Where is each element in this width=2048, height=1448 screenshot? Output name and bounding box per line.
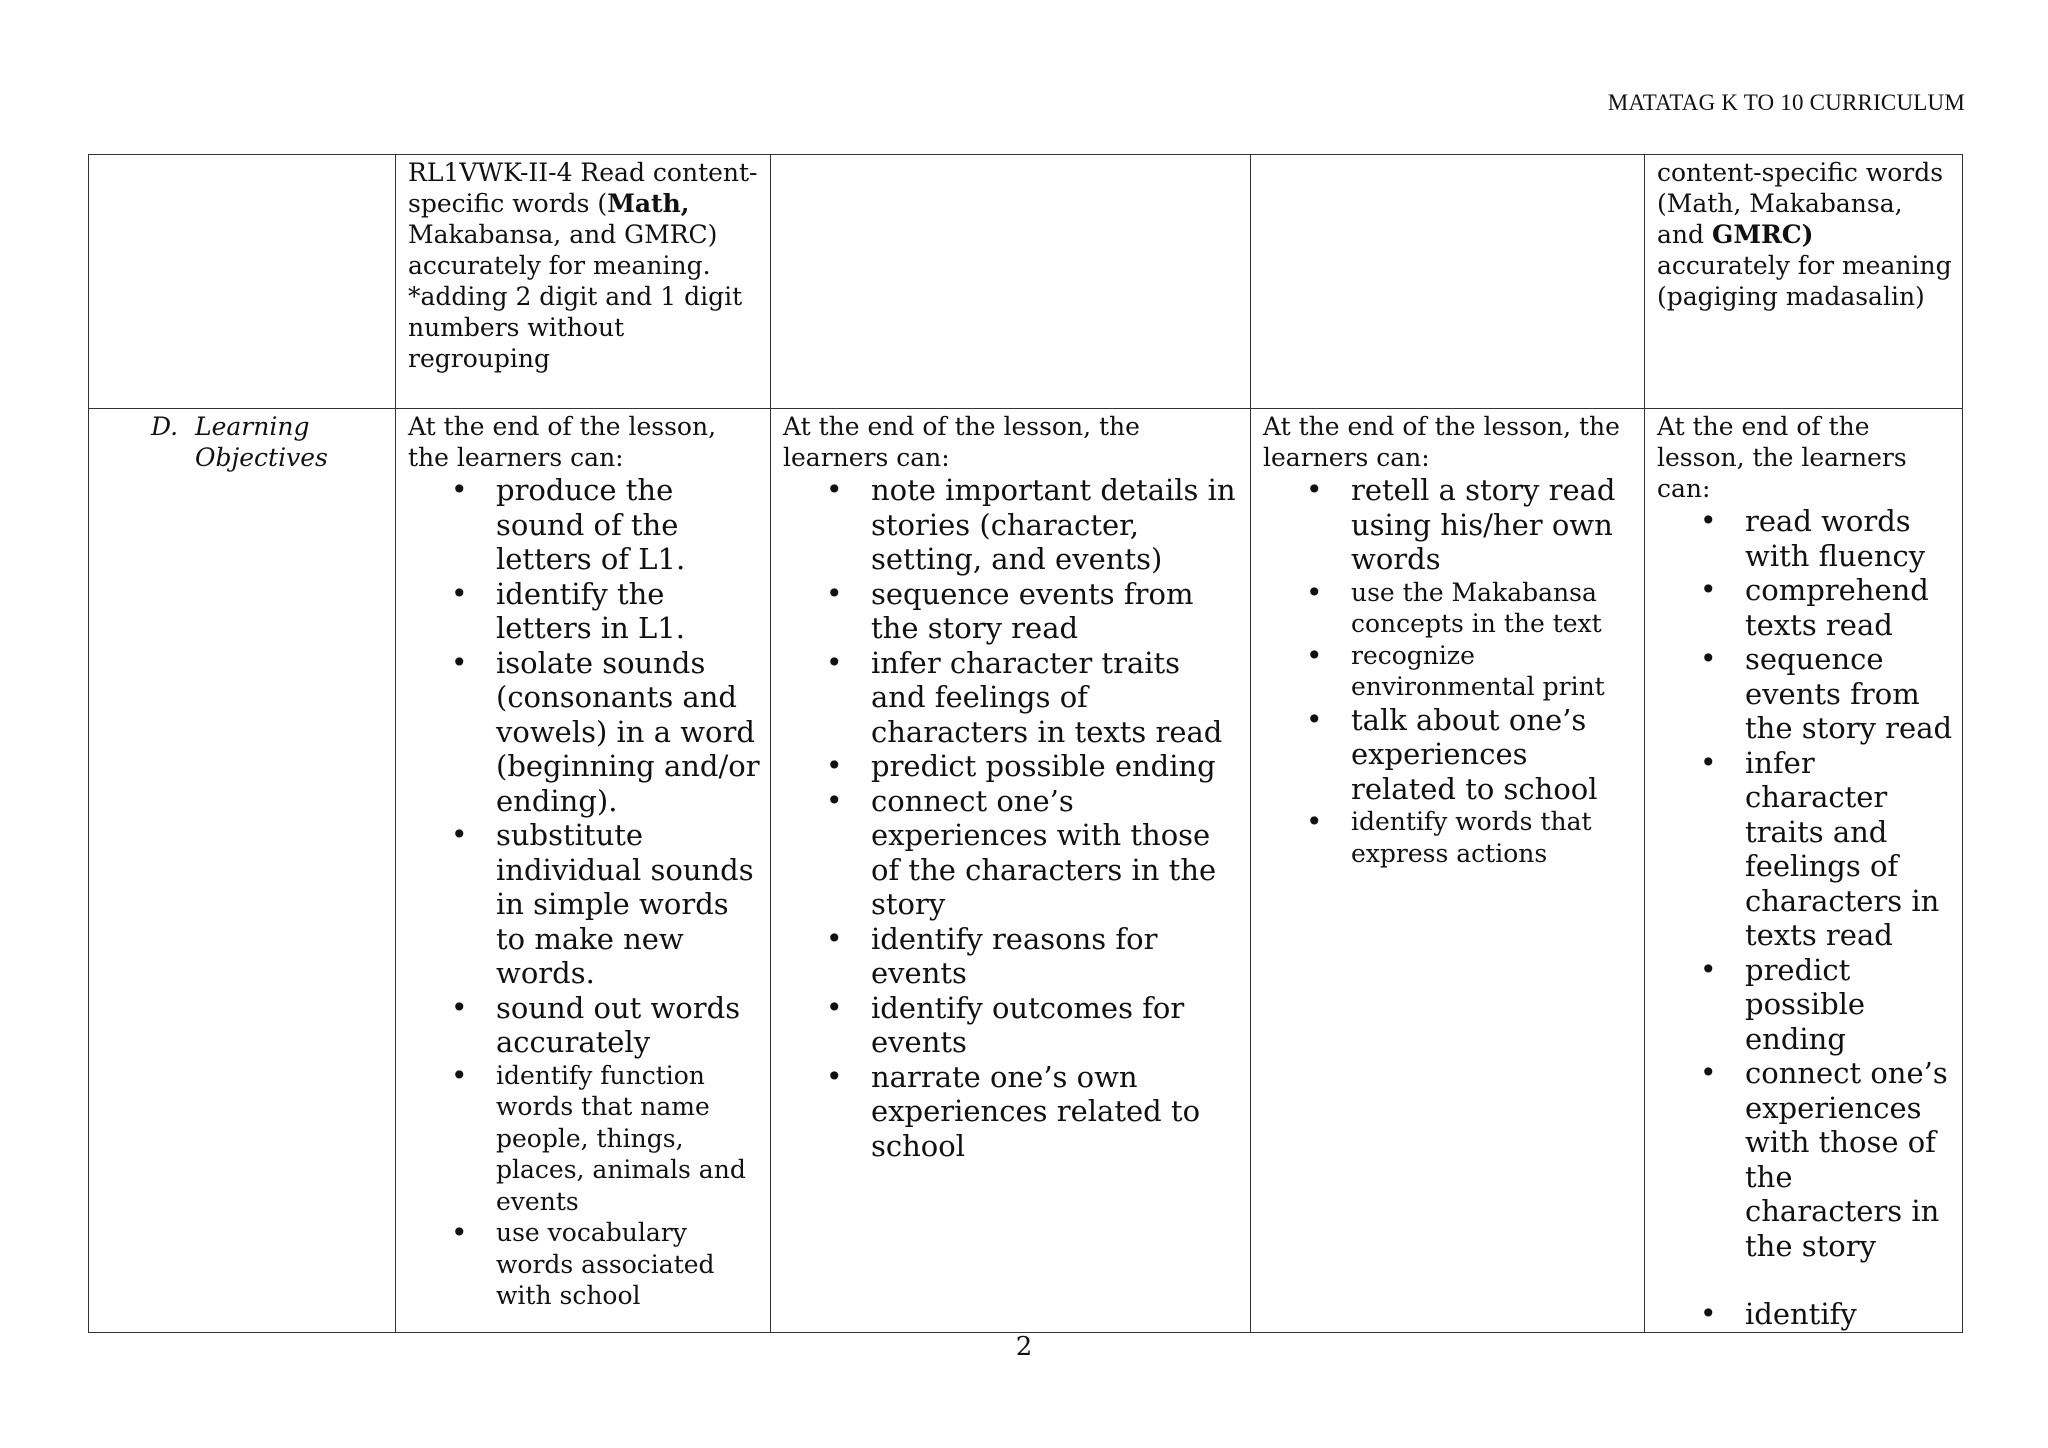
- competency-bold-text: Math,: [607, 189, 690, 218]
- list-item: • recognize environmental print: [1263, 640, 1635, 703]
- row2-col3-cell: [771, 409, 1251, 1333]
- list-item: • sound out words accurately: [408, 991, 761, 1060]
- objectives-list: [783, 473, 1241, 1163]
- list-item: • connect one’s experiences with those of the characters in the story: [783, 784, 1241, 922]
- objectives-intro: At the end of the lesson, the learners can:: [1263, 412, 1620, 472]
- row1-col2-cell: [396, 155, 771, 409]
- list-item: • produce the sound of the letters of L1.: [408, 473, 761, 577]
- list-item: • read words with fluency: [1657, 504, 1953, 573]
- section-label: [101, 411, 386, 473]
- list-item: • identify words that express actions: [1263, 806, 1635, 869]
- list-item: • infer character traits and feelings of characters in texts read: [783, 646, 1241, 750]
- list-item: • use the Makabansa concepts in the text: [1263, 577, 1635, 640]
- list-item: • identify the letters in L1.: [408, 577, 761, 646]
- objectives-list: [1657, 504, 1953, 1332]
- list-item: • identify outcomes for events: [783, 991, 1241, 1060]
- row2-col5-cell: [1645, 409, 1963, 1333]
- row2-label-cell: [89, 409, 396, 1333]
- list-item: • infer character traits and feelings of characters in texts read: [1657, 746, 1953, 953]
- list-item: • comprehend texts read: [1657, 573, 1953, 642]
- table-row: [89, 155, 1963, 409]
- competency-text-cont: accurately for meaning (pagiging madasalin): [1657, 251, 1952, 311]
- list-item: • narrate one’s own experiences related to school: [783, 1060, 1241, 1164]
- objectives-intro: At the end of the lesson, the learners can:: [783, 412, 1140, 472]
- competency-text-cont: Makabansa, and GMRC) accurately for meaning.: [408, 220, 718, 280]
- page-number: 2: [1015, 1332, 1033, 1362]
- list-item: • isolate sounds (consonants and vowels) in a word (beginning and/or ending).: [408, 646, 761, 819]
- list-item: • retell a story read using his/her own words: [1263, 473, 1635, 577]
- objectives-intro: At the end of the lesson, the learners can:: [408, 412, 717, 472]
- competency-text: RL1VWK-II-4 Read content-specific words (: [408, 158, 758, 218]
- row2-col4-cell: [1251, 409, 1645, 1333]
- row1-col3-cell: [771, 155, 1251, 409]
- competency-bold-text: GMRC): [1711, 220, 1814, 249]
- list-item: • note important details in stories (character, setting, and events): [783, 473, 1241, 577]
- row1-col4-cell: [1251, 155, 1645, 409]
- list-item: • use vocabulary words associated with school: [408, 1217, 761, 1312]
- table-row: [89, 409, 1963, 1333]
- list-item: • sequence events from the story read: [1657, 642, 1953, 746]
- list-item: • identify: [1657, 1297, 1953, 1332]
- objectives-list: [408, 473, 761, 1312]
- list-item: • predict possible ending: [783, 749, 1241, 784]
- list-item: • identify function words that name people, things, places, animals and events: [408, 1060, 761, 1218]
- list-item: • predict possible ending: [1657, 953, 1953, 1057]
- objectives-intro: At the end of the lesson, the learners can:: [1657, 412, 1907, 503]
- competency-text: content-specific words (Math, Makabansa, and: [1657, 158, 1944, 249]
- row2-col2-cell: [396, 409, 771, 1333]
- list-item: • sequence events from the story read: [783, 577, 1241, 646]
- curriculum-table: [88, 154, 1963, 1333]
- section-letter: D.: [151, 412, 179, 441]
- list-item: • talk about one’s experiences related to school: [1263, 703, 1635, 807]
- competency-note: *adding 2 digit and 1 digit numbers without regrouping: [408, 282, 743, 373]
- document-header: MATATAG K TO 10 CURRICULUM: [1607, 90, 1965, 115]
- list-item: • substitute individual sounds in simple words to make new words.: [408, 818, 761, 991]
- list-item: • identify reasons for events: [783, 922, 1241, 991]
- objectives-list: [1263, 473, 1635, 869]
- row1-label-cell: [89, 155, 396, 409]
- section-title: Learning Objectives: [195, 412, 328, 472]
- row1-col5-cell: [1645, 155, 1963, 409]
- list-item: • connect one’s experiences with those of the characters in the story: [1657, 1056, 1953, 1263]
